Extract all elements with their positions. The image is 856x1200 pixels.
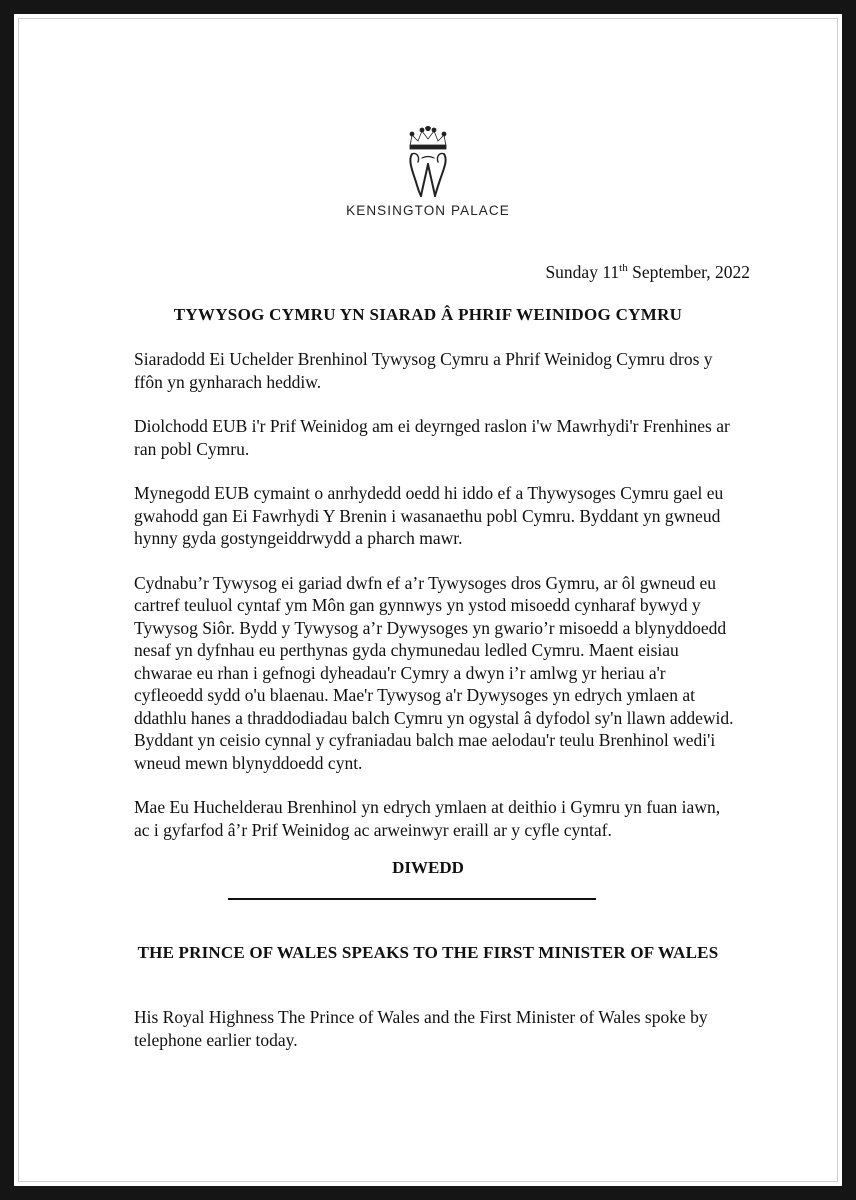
- section-divider: [228, 898, 596, 900]
- date-month-year: September, 2022: [627, 262, 750, 282]
- date-day: Sunday 11: [545, 262, 620, 282]
- date-suffix: th: [619, 262, 628, 274]
- end-marker: DIWEDD: [392, 858, 464, 877]
- welsh-paragraph: Mynegodd EUB cymaint o anrhydedd oedd hi iddo ef a Thywysoges Cymru gael eu gwahodd gan Ei Fawrhydi Y Brenin i wasanaethu pobl Cymru. Byddant yn gwneud hynny gyda gostyngeiddrwydd a pharch mawr.: [134, 483, 724, 548]
- release-date: [545, 262, 750, 283]
- welsh-body: [134, 348, 734, 863]
- welsh-headline: TYWYSOG CYMRU YN SIARAD Â PHRIF WEINIDOG CYMRU: [173, 305, 683, 324]
- welsh-paragraph: Mae Eu Huchelderau Brenhinol yn edrych ymlaen at deithio i Gymru yn fuan iawn, ac i gyfarfod â’r Prif Weinidog ac arweinwyr eraill ar y cyfle cyntaf.: [134, 797, 721, 840]
- welsh-paragraph: Cydnabu’r Tywysog ei gariad dwfn ef a’r Tywysoges dros Gymru, ar ôl gwneud eu cartref teuluol cyntaf ym Môn gan gynnwys yn ystod misoedd cynharaf bywyd y Tywysog Siôr. Bydd y Tywysog a’r Dywysoges yn gwario’r misoedd a blynyddoedd nesaf yn dyfnhau eu perthynas gyda chymunedau ledled Cymru. Maent eisiau chwarae eu rhan i gefnogi dyheadau'r Cymry a dwyn i’r amlwg yr heriau a'r cyfleoedd sydd o'u blaenau. Mae'r Tywysog a'r Dywysoges yn edrych ymlaen at ddathlu hanes a thraddodiadau balch Cymru yn ogystal â dyfodol sy'n llawn addewid. Byddant yn ceisio cynnal y cyfraniadau balch mae aelodau'r teulu Brenhinol wedi'i wneud mewn blynyddoedd cynt.: [134, 572, 734, 773]
- english-headline: THE PRINCE OF WALES SPEAKS TO THE FIRST MINISTER OF WALES: [137, 943, 719, 962]
- english-paragraph: His Royal Highness The Prince of Wales and the First Minister of Wales spoke by telephone earlier today.: [134, 1007, 708, 1050]
- welsh-paragraph: Siaradodd Ei Uchelder Brenhinol Tywysog Cymru a Phrif Weinidog Cymru dros y ffôn yn gynharach heddiw.: [134, 349, 713, 392]
- royal-cypher-crown-icon: [398, 126, 458, 200]
- welsh-paragraph: Diolchodd EUB i'r Prif Weinidog am ei deyrnged raslon i'w Mawrhydi'r Frenhines ar ran pobl Cymru.: [134, 416, 730, 459]
- organisation-name: KENSINGTON PALACE: [346, 203, 510, 218]
- english-body: [134, 1006, 734, 1051]
